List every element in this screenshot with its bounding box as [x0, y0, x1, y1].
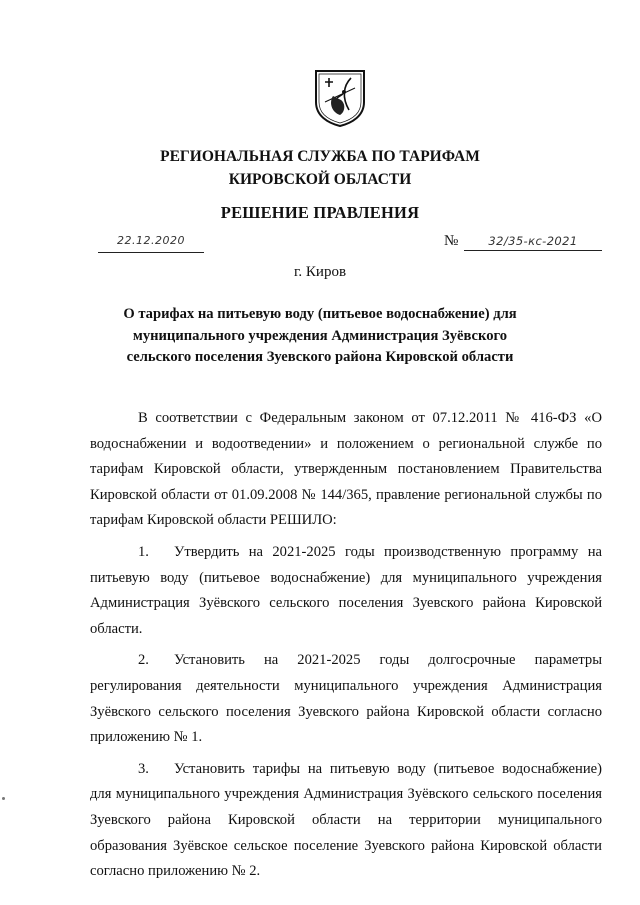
item-text: Установить тарифы на питьевую воду (питьевое водоснабжение) для муниципального учреждения Администрация Зуёвского сельского поселения Зуевского района Кировской области на территории муниципального образования Зуёвское сельское поселение Зуевского района Кировской области согласно приложению № 2. — [90, 760, 602, 880]
item-number: 1. — [138, 543, 149, 560]
subject-line3: сельского поселения Зуевского района Кировской области — [126, 349, 514, 365]
list-item — [90, 757, 602, 885]
list-item — [90, 648, 602, 750]
decision-number-handwritten: 32/35-кс-2021 — [464, 232, 602, 251]
item-number: 2. — [138, 652, 149, 669]
item-text: Установить на 2021-2025 годы долгосрочные параметры регулирования деятельности муниципального учреждения Администрация Зуёвского сельского поселения Зуевского района Кировской области согласно приложению № 1. — [90, 652, 602, 746]
subject-line1: О тарифах на питьевую воду (питьевое водоснабжение) для — [123, 306, 517, 322]
city-line: г. Киров — [293, 264, 347, 280]
decision-date-handwritten: 22.12.2020 — [98, 232, 204, 253]
agency-name-line2: КИРОВСКОЙ ОБЛАСТИ — [228, 171, 412, 188]
number-sign: № — [444, 233, 459, 249]
decision-body — [90, 406, 602, 885]
agency-name-line1: РЕГИОНАЛЬНАЯ СЛУЖБА ПО ТАРИФАМ — [160, 148, 480, 165]
subject-line2: муниципального учреждения Администрация Зуёвского — [132, 327, 508, 344]
item-text: Утвердить на 2021-2025 годы производственную программу на питьевую воду (питьевое водоснабжение) для муниципального учреждения Администрация Зуёвского сельского поселения Зуевского района Кировской области. — [90, 543, 602, 637]
item-number: 3. — [138, 760, 149, 777]
coat-of-arms-icon — [313, 68, 367, 128]
subject-heading — [0, 304, 640, 369]
agency-name — [0, 145, 640, 191]
preamble-paragraph: В соответствии с Федеральным законом от 07.12.2011 № 416-ФЗ «О водоснабжении и водоотведении» и положением о региональной службе по тарифам Кировской области, утвержденным постановлением Правительства Кировской области от 01.09.2008 № 144/365, правление региональной службы по тарифам Кировской области РЕШИЛО: — [90, 410, 602, 529]
decision-number — [444, 230, 604, 252]
document-type-title: РЕШЕНИЕ ПРАВЛЕНИЯ — [220, 203, 420, 222]
scan-speck — [2, 797, 5, 800]
list-item — [90, 540, 602, 642]
